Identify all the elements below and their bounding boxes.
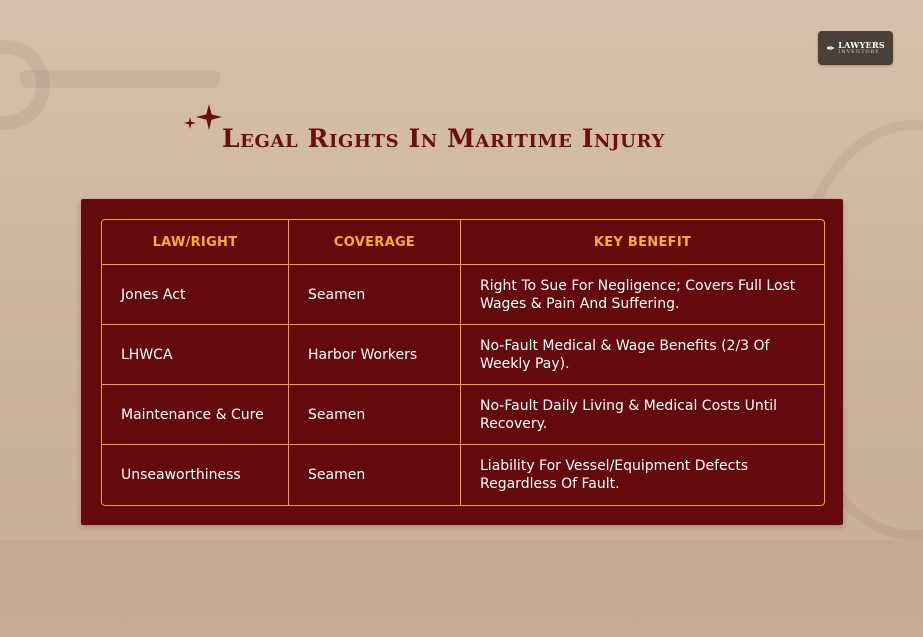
logo-line-2: INVENTORY	[838, 49, 880, 55]
header-coverage: COVERAGE	[289, 220, 461, 265]
logo-line-1: LAWYERS	[838, 40, 885, 50]
logo-text	[838, 41, 885, 55]
cell-benefit: No-Fault Medical & Wage Benefits (2/3 Of Weekly Pay).	[461, 325, 824, 385]
cell-coverage: Seamen	[289, 265, 461, 325]
table-row	[102, 325, 824, 385]
background-floor-decoration	[0, 540, 923, 637]
table-row	[102, 265, 824, 325]
background-ring-decoration	[0, 40, 50, 130]
page-title: Legal Rights In Maritime Injury	[222, 124, 665, 153]
lawyers-inventory-logo	[818, 31, 893, 65]
quill-icon: ✒	[826, 41, 836, 55]
cell-law: Unseaworthiness	[102, 445, 289, 505]
table-row	[102, 445, 824, 505]
cell-benefit: No-Fault Daily Living & Medical Costs Until Recovery.	[461, 385, 824, 445]
table-row	[102, 385, 824, 445]
cell-coverage: Harbor Workers	[289, 325, 461, 385]
rights-table	[101, 219, 825, 506]
table-header-row	[102, 220, 824, 265]
cell-benefit: Liability For Vessel/Equipment Defects Regardless Of Fault.	[480, 458, 749, 492]
cell-benefit: Right To Sue For Negligence; Covers Full Lost Wages & Pain And Suffering.	[461, 265, 824, 325]
header-law-right: LAW/RIGHT	[102, 220, 289, 265]
cell-law: Jones Act	[102, 265, 289, 325]
cell-coverage: Seamen	[289, 385, 461, 445]
cell-law: Maintenance & Cure	[102, 385, 289, 445]
header-key-benefit: KEY BENEFIT	[461, 220, 824, 265]
rights-table-panel	[81, 199, 843, 525]
cell-coverage: Seamen	[289, 445, 461, 505]
background-bar-decoration	[20, 70, 220, 88]
cell-law: LHWCA	[102, 325, 289, 385]
sparkle-icon	[184, 103, 224, 133]
